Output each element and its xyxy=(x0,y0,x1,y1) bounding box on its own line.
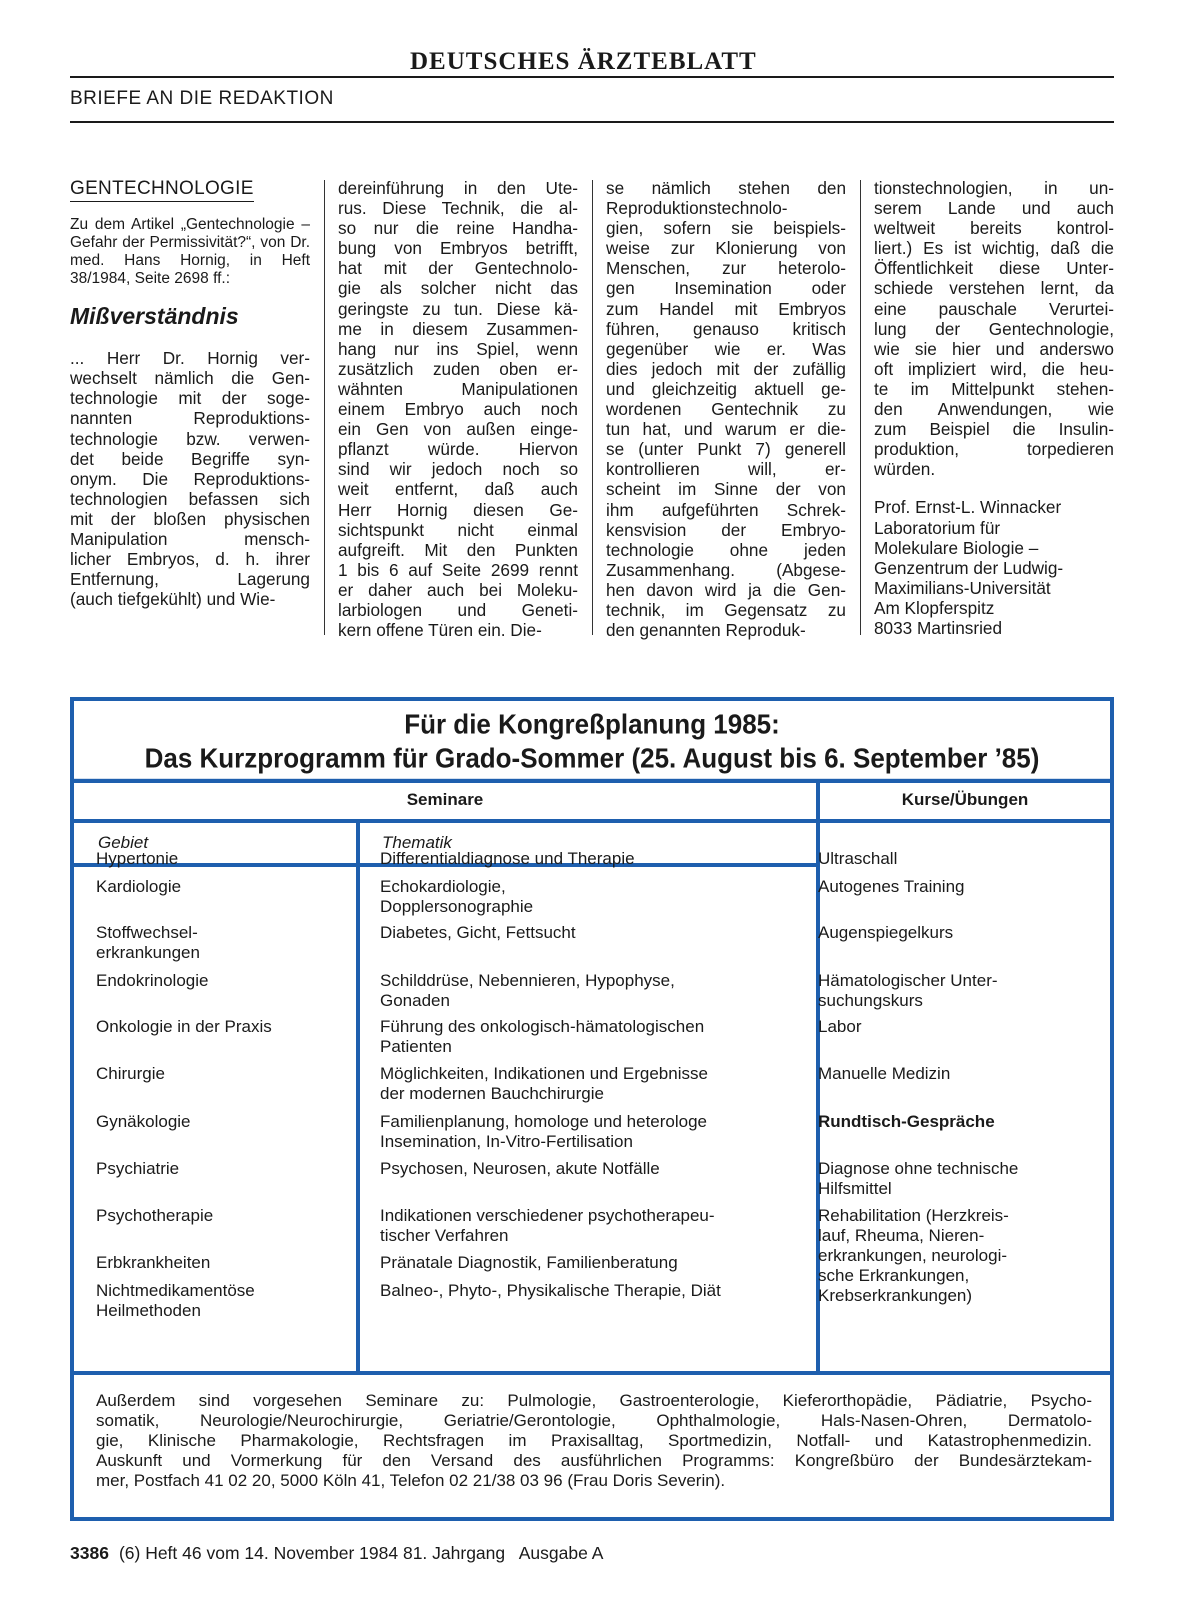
text-line: Öffentlichkeit diese Unter- xyxy=(874,258,1114,279)
text-line: liert.) Es ist wichtig, daß die xyxy=(874,238,1114,259)
text-line: se nämlich stehen den xyxy=(606,178,846,198)
text-line: sind wir jedoch noch so xyxy=(338,459,578,480)
footer-line: gie, Klinische Pharmakologie, Rechtsfragen im Praxisalltag, Sportmedizin, Notfall- und Katastrophenmedizin. xyxy=(96,1431,1092,1450)
program-box xyxy=(70,697,1114,1521)
gebiet-cell: Gynäkologie xyxy=(96,1112,191,1131)
text-line: hat mit der Gentechnolo- xyxy=(338,258,578,279)
subheader-thematik: Thematik xyxy=(382,833,452,852)
gebiet-cell: Onkologie in der Praxis xyxy=(96,1017,272,1036)
text-line: Laboratorium für xyxy=(874,517,1001,538)
box-footer-text xyxy=(96,1391,1092,1491)
thematik-cell: Echokardiologie, Dopplersonographie xyxy=(380,877,534,916)
page-number: 3386 xyxy=(70,1543,109,1563)
gebiet-cell: Nichtmedikamentöse Heilmethoden xyxy=(96,1281,255,1320)
text-line: larbiologen und Geneti- xyxy=(338,599,578,620)
text-line: serem Lande und auch xyxy=(874,198,1114,219)
issue-info: (6) Heft 46 vom 14. November 1984 81. Jahrgang Ausgabe A xyxy=(118,1543,604,1563)
text-line: Am Klopferspitz xyxy=(874,597,995,618)
text-line: wähnten Manipulationen xyxy=(338,378,578,399)
footer-line: mer, Postfach 41 02 20, 5000 Köln 41, Telefon 02 21/38 03 96 (Frau Doris Severin). xyxy=(96,1471,726,1490)
masthead xyxy=(70,48,1114,78)
thematik-cell: Führung des onkologisch-hämatologischen Patienten xyxy=(380,1017,705,1056)
gebiet-cell: Stoffwechsel- erkrankungen xyxy=(96,923,200,962)
text-line: er daher auch bei Moleku- xyxy=(338,579,578,600)
text-line: licher Embryos, d. h. ihrer xyxy=(70,549,310,570)
text-line: Manipulation mensch- xyxy=(70,529,310,550)
text-line: wie sie hier und anderswo xyxy=(874,338,1114,359)
text-line: Menschen, zur heterolo- xyxy=(606,258,846,279)
text-line: mit der bloßen physischen xyxy=(70,508,310,529)
kurs-cell: Autogenes Training xyxy=(818,877,965,896)
text-line: gie als solcher nicht das xyxy=(338,278,578,299)
text-line: eine pauschale Verurtei- xyxy=(874,298,1114,319)
text-line: technik, im Gegensatz zu xyxy=(606,599,846,620)
text-line: Maximilians-Universität xyxy=(874,577,1051,598)
text-line: den genannten Reproduk- xyxy=(606,620,806,641)
rubric: GENTECHNOLOGIE xyxy=(70,179,254,202)
text-line: technologie ohne jeden xyxy=(606,539,846,560)
text-line: weltweit bereits kontrol- xyxy=(874,218,1114,239)
text-line: führen, genauso kritisch xyxy=(606,318,846,339)
article-column-4 xyxy=(874,178,1114,638)
table-divider xyxy=(74,1371,1110,1375)
text-line: Entfernung, Lagerung xyxy=(70,569,310,590)
text-line: kontrollieren will, er- xyxy=(606,459,846,480)
thematik-cell: Pränatale Diagnostik, Familienberatung xyxy=(380,1253,678,1272)
gebiet-cell: Psychiatrie xyxy=(96,1159,180,1178)
text-line: Genzentrum der Ludwig- xyxy=(874,557,1064,578)
page-footer xyxy=(70,1543,603,1564)
header-kurse: Kurse/Übungen xyxy=(901,790,1029,809)
gebiet-cell: Erbkrankheiten xyxy=(96,1253,211,1272)
journal-title: DEUTSCHES ÄRZTEBLATT xyxy=(410,48,757,75)
text-line: lung der Gentechnologie, xyxy=(874,318,1114,339)
text-line: nannten Reproduktions- xyxy=(70,408,310,429)
footer-line: Auskunft und Vormerkung für den Versand des ausführlichen Programms: Kongreßbüro der Bundesärztekam- xyxy=(96,1451,1092,1470)
text-line: Herr Hornig diesen Ge- xyxy=(338,499,578,520)
kurs-cell: Ultraschall xyxy=(818,849,898,868)
column-divider xyxy=(324,180,325,635)
thematik-cell: Differentialdiagnose und Therapie xyxy=(380,849,635,868)
text-line: aufgreift. Mit den Punkten xyxy=(338,539,578,560)
kurs-cell: Augenspiegelkurs xyxy=(818,923,954,942)
text-line: bung von Embryos betrifft, xyxy=(338,238,578,259)
headline: Mißverständnis xyxy=(70,303,239,330)
text-line: hen davon wird ja die Gen- xyxy=(606,579,846,600)
article-intro: Zu dem Artikel „Gentechnologie – Gefahr der Permissivität?“, von Dr. med. Hans Hornig, in Heft 38/1984, Seite 2698 ff.: xyxy=(70,216,310,288)
column-text xyxy=(874,178,1114,479)
thematik-cell: Balneo-, Phyto-, Physikalische Therapie, Diät xyxy=(380,1281,721,1300)
text-line: ... Herr Dr. Hornig ver- xyxy=(70,348,310,369)
kurs-cell: Manuelle Medizin xyxy=(818,1064,951,1083)
text-line: technologie mit der soge- xyxy=(70,388,310,409)
text-line: gien, sofern sie beispiels- xyxy=(606,218,846,239)
text-line: dereinführung in den Ute- xyxy=(338,178,578,198)
article-column-1 xyxy=(70,178,310,609)
table-divider xyxy=(356,823,360,1371)
text-line: Reproduktionstechnolo- xyxy=(606,198,788,219)
column-text xyxy=(70,348,310,609)
gebiet-cell: Psychotherapie xyxy=(96,1206,214,1225)
text-line: kensvision der Embryo- xyxy=(606,519,846,540)
text-line: zum Handel mit Embryos xyxy=(606,298,846,319)
text-line: weit entfernt, daß auch xyxy=(338,479,578,500)
text-line: wordenen Gentechnik zu xyxy=(606,399,846,420)
text-line: und gleichzeitig aktuell ge- xyxy=(606,378,846,399)
text-line: tionstechnologien, in un- xyxy=(874,178,1114,198)
article-column-2 xyxy=(338,178,578,640)
text-line: te im Mittelpunkt stehen- xyxy=(874,378,1114,399)
text-line: sichtspunkt nicht einmal xyxy=(338,519,578,540)
text-line: ihm aufgeführten Schrek- xyxy=(606,499,846,520)
box-title-line-2: Das Kurzprogramm für Grado-Sommer (25. August bis 6. September ’85) xyxy=(144,742,1040,774)
text-line: gegenüber wie er. Was xyxy=(606,338,846,359)
text-line: weise zur Klonierung von xyxy=(606,238,846,259)
kurs-cell: Rehabilitation (Herzkreis- lauf, Rheuma, Nieren- erkrankungen, neurologi- sche Erkrankungen, Krebserkrankungen) xyxy=(818,1206,1009,1305)
text-line: so nur die reine Handha- xyxy=(338,218,578,239)
thematik-cell: Indikationen verschiedener psychotherapeu- tischer Verfahren xyxy=(380,1206,715,1245)
signature xyxy=(874,497,1114,638)
text-line: onym. Die Reproduktions- xyxy=(70,468,310,489)
text-line: me in diesem Zusammen- xyxy=(338,318,578,339)
text-line: dies jedoch mit der zufällig xyxy=(606,358,846,379)
header-seminare: Seminare xyxy=(74,781,820,819)
text-line: einem Embryo auch noch xyxy=(338,399,578,420)
gebiet-cell: Chirurgie xyxy=(96,1064,165,1083)
section-label: BRIEFE AN DIE REDAKTION xyxy=(70,88,334,109)
text-line: ein Gen von außen einge- xyxy=(338,419,578,440)
kurs-cell: Hämatologischer Unter- suchungskurs xyxy=(818,971,998,1010)
kurs-cell: Diagnose ohne technische Hilfsmittel xyxy=(818,1159,1019,1198)
gebiet-cell: Kardiologie xyxy=(96,877,182,896)
text-line: Molekulare Biologie – xyxy=(874,537,1039,558)
column-divider xyxy=(860,180,861,635)
box-title xyxy=(74,699,1110,783)
kurs-cell: Labor xyxy=(818,1017,862,1036)
text-line: schiede verstehen lernt, da xyxy=(874,278,1114,299)
text-line: tun hat, und warum er die- xyxy=(606,419,846,440)
text-line: rus. Diese Technik, die al- xyxy=(338,198,578,219)
text-line: det beide Begriffe syn- xyxy=(70,448,310,469)
gebiet-cell: Hypertonie xyxy=(96,849,179,868)
footer-line: Außerdem sind vorgesehen Seminare zu: Pulmologie, Gastroenterologie, Kieferorthopädie, Pädiatrie, Psycho- xyxy=(96,1391,1092,1410)
thematik-cell: Diabetes, Gicht, Fettsucht xyxy=(380,923,576,942)
table-header xyxy=(74,781,1110,823)
thematik-cell: Möglichkeiten, Indikationen und Ergebnisse der modernen Bauchchirurgie xyxy=(380,1064,708,1103)
text-line: technologien befassen sich xyxy=(70,488,310,509)
text-line: zum Beispiel die Insulin- xyxy=(874,419,1114,440)
text-line: Prof. Ernst-L. Winnacker xyxy=(874,497,1062,518)
text-line: oft impliziert wird, die heu- xyxy=(874,358,1114,379)
text-line: kern offene Türen ein. Die- xyxy=(338,620,542,641)
text-line: gen Insemination oder xyxy=(606,278,846,299)
text-line: wechselt nämlich die Gen- xyxy=(70,368,310,389)
section-rule xyxy=(70,121,1114,123)
kurs-cell: Rundtisch-Gespräche xyxy=(818,1112,995,1131)
text-line: scheint im Sinne der von xyxy=(606,479,846,500)
text-line: würden. xyxy=(874,459,936,480)
box-title-line-1: Für die Kongreßplanung 1985: xyxy=(404,708,780,740)
text-line: 8033 Martinsried xyxy=(874,617,1003,638)
column-divider xyxy=(592,180,593,635)
thematik-cell: Psychosen, Neurosen, akute Notfälle xyxy=(380,1159,660,1178)
thematik-cell: Schilddrüse, Nebennieren, Hypophyse, Gonaden xyxy=(380,971,675,1010)
text-line: zusätzlich zuden oben er- xyxy=(338,358,578,379)
text-line: hang nur ins Spiel, wenn xyxy=(338,338,578,359)
text-line: pflanzt würde. Hiervon xyxy=(338,439,578,460)
text-line: 1 bis 6 auf Seite 2699 rennt xyxy=(338,559,578,580)
gebiet-cell: Endokrinologie xyxy=(96,971,209,990)
article-column-3 xyxy=(606,178,846,640)
text-line: technologie bzw. verwen- xyxy=(70,428,310,449)
column-text xyxy=(338,178,578,640)
text-line: se (unter Punkt 7) generell xyxy=(606,439,846,460)
text-line: produktion, torpedieren xyxy=(874,439,1114,460)
text-line: geringste zu tun. Diese kä- xyxy=(338,298,578,319)
subheader-gebiet: Gebiet xyxy=(98,833,149,852)
text-line: (auch tiefgekühlt) und Wie- xyxy=(70,589,276,610)
text-line: den Anwendungen, wie xyxy=(874,399,1114,420)
thematik-cell: Familienplanung, homologe und heterologe Insemination, In-Vitro-Fertilisation xyxy=(380,1112,708,1151)
footer-line: somatik, Neurologie/Neurochirurgie, Geriatrie/Gerontologie, Ophthalmologie, Hals-Nasen-Ohren, Dermatolo- xyxy=(96,1411,1092,1430)
column-text xyxy=(606,178,846,640)
text-line: Zusammenhang. (Abgese- xyxy=(606,559,846,580)
